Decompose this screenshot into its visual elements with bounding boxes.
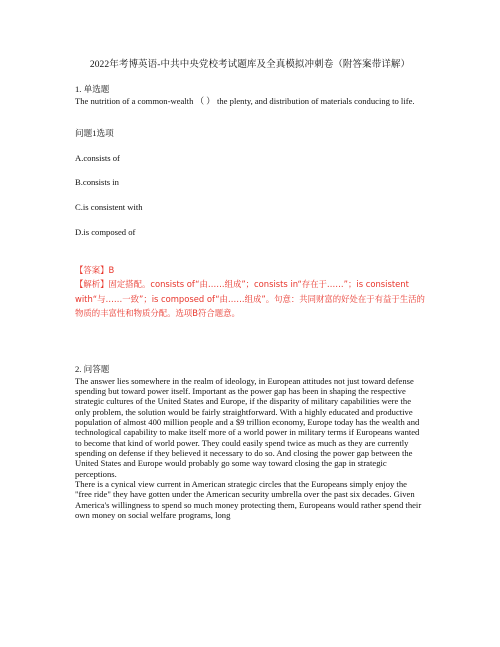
option-c: C.is consistent with [75, 201, 143, 212]
option-d: D.is composed of [75, 226, 136, 237]
question-2-section-label: 2. 问答题 [75, 363, 110, 374]
question-1 [75, 84, 425, 320]
question-2 [75, 364, 425, 520]
essay-paragraph-2: There is a cynical view current in American strategic circles that the Europeans simply enjoy the "free ride" they have gotten under the American security umbrella over the past six decades. Given America's willingness to spend so much money protecting them, Europeans would rather spend their own money on social welfare programs, long [75, 479, 422, 521]
question-1-section-label: 1. 单选题 [75, 84, 110, 94]
essay-passage [75, 376, 425, 521]
answer-block [75, 263, 425, 320]
question-1-options-label: 问题1选项 [75, 128, 114, 139]
question-1-stem: The nutrition of a common-wealth （ ） the plenty, and distribution of materials conducing to life. [75, 95, 415, 106]
analysis-text: 【解析】固定搭配。consists of“由……组成”；consists in“存在于……”；is consistent with“与……一致”；is composed of“由……组成”。句意：共同财富的好处在于有益于生活的物质的丰富性和物质分配。选项B符合题意。 [75, 279, 425, 318]
answer-label: 【答案】B [75, 265, 115, 276]
document-body [75, 84, 425, 520]
essay-paragraph-1: The answer lies somewhere in the realm of ideology, in European attitudes not just toward defense spending but toward power itself. Important as the power gap has been in shaping the respective strategic cultures of the United States and Europe, if the disparity of military capabilities were the only problem, the solution would be fairly straightforward. With a highly educated and productive population of almost 400 million people and a $9 trillion economy, Europe today has the wealth and technological capability to make itself more of a world power in military terms if Europeans wanted to become that kind of world power. They could easily spend twice as much as they are currently spending on defense if they believed it necessary to do so. And closing the power gap between the United States and Europe would probably go some way toward closing the gap in strategic perceptions. [75, 375, 420, 479]
document-title: 2022年考博英语-中共中央党校考试题库及全真模拟冲刺卷（附答案带详解） [89, 60, 411, 70]
option-a: A.consists of [75, 152, 120, 163]
option-b: B.consists in [75, 177, 119, 188]
